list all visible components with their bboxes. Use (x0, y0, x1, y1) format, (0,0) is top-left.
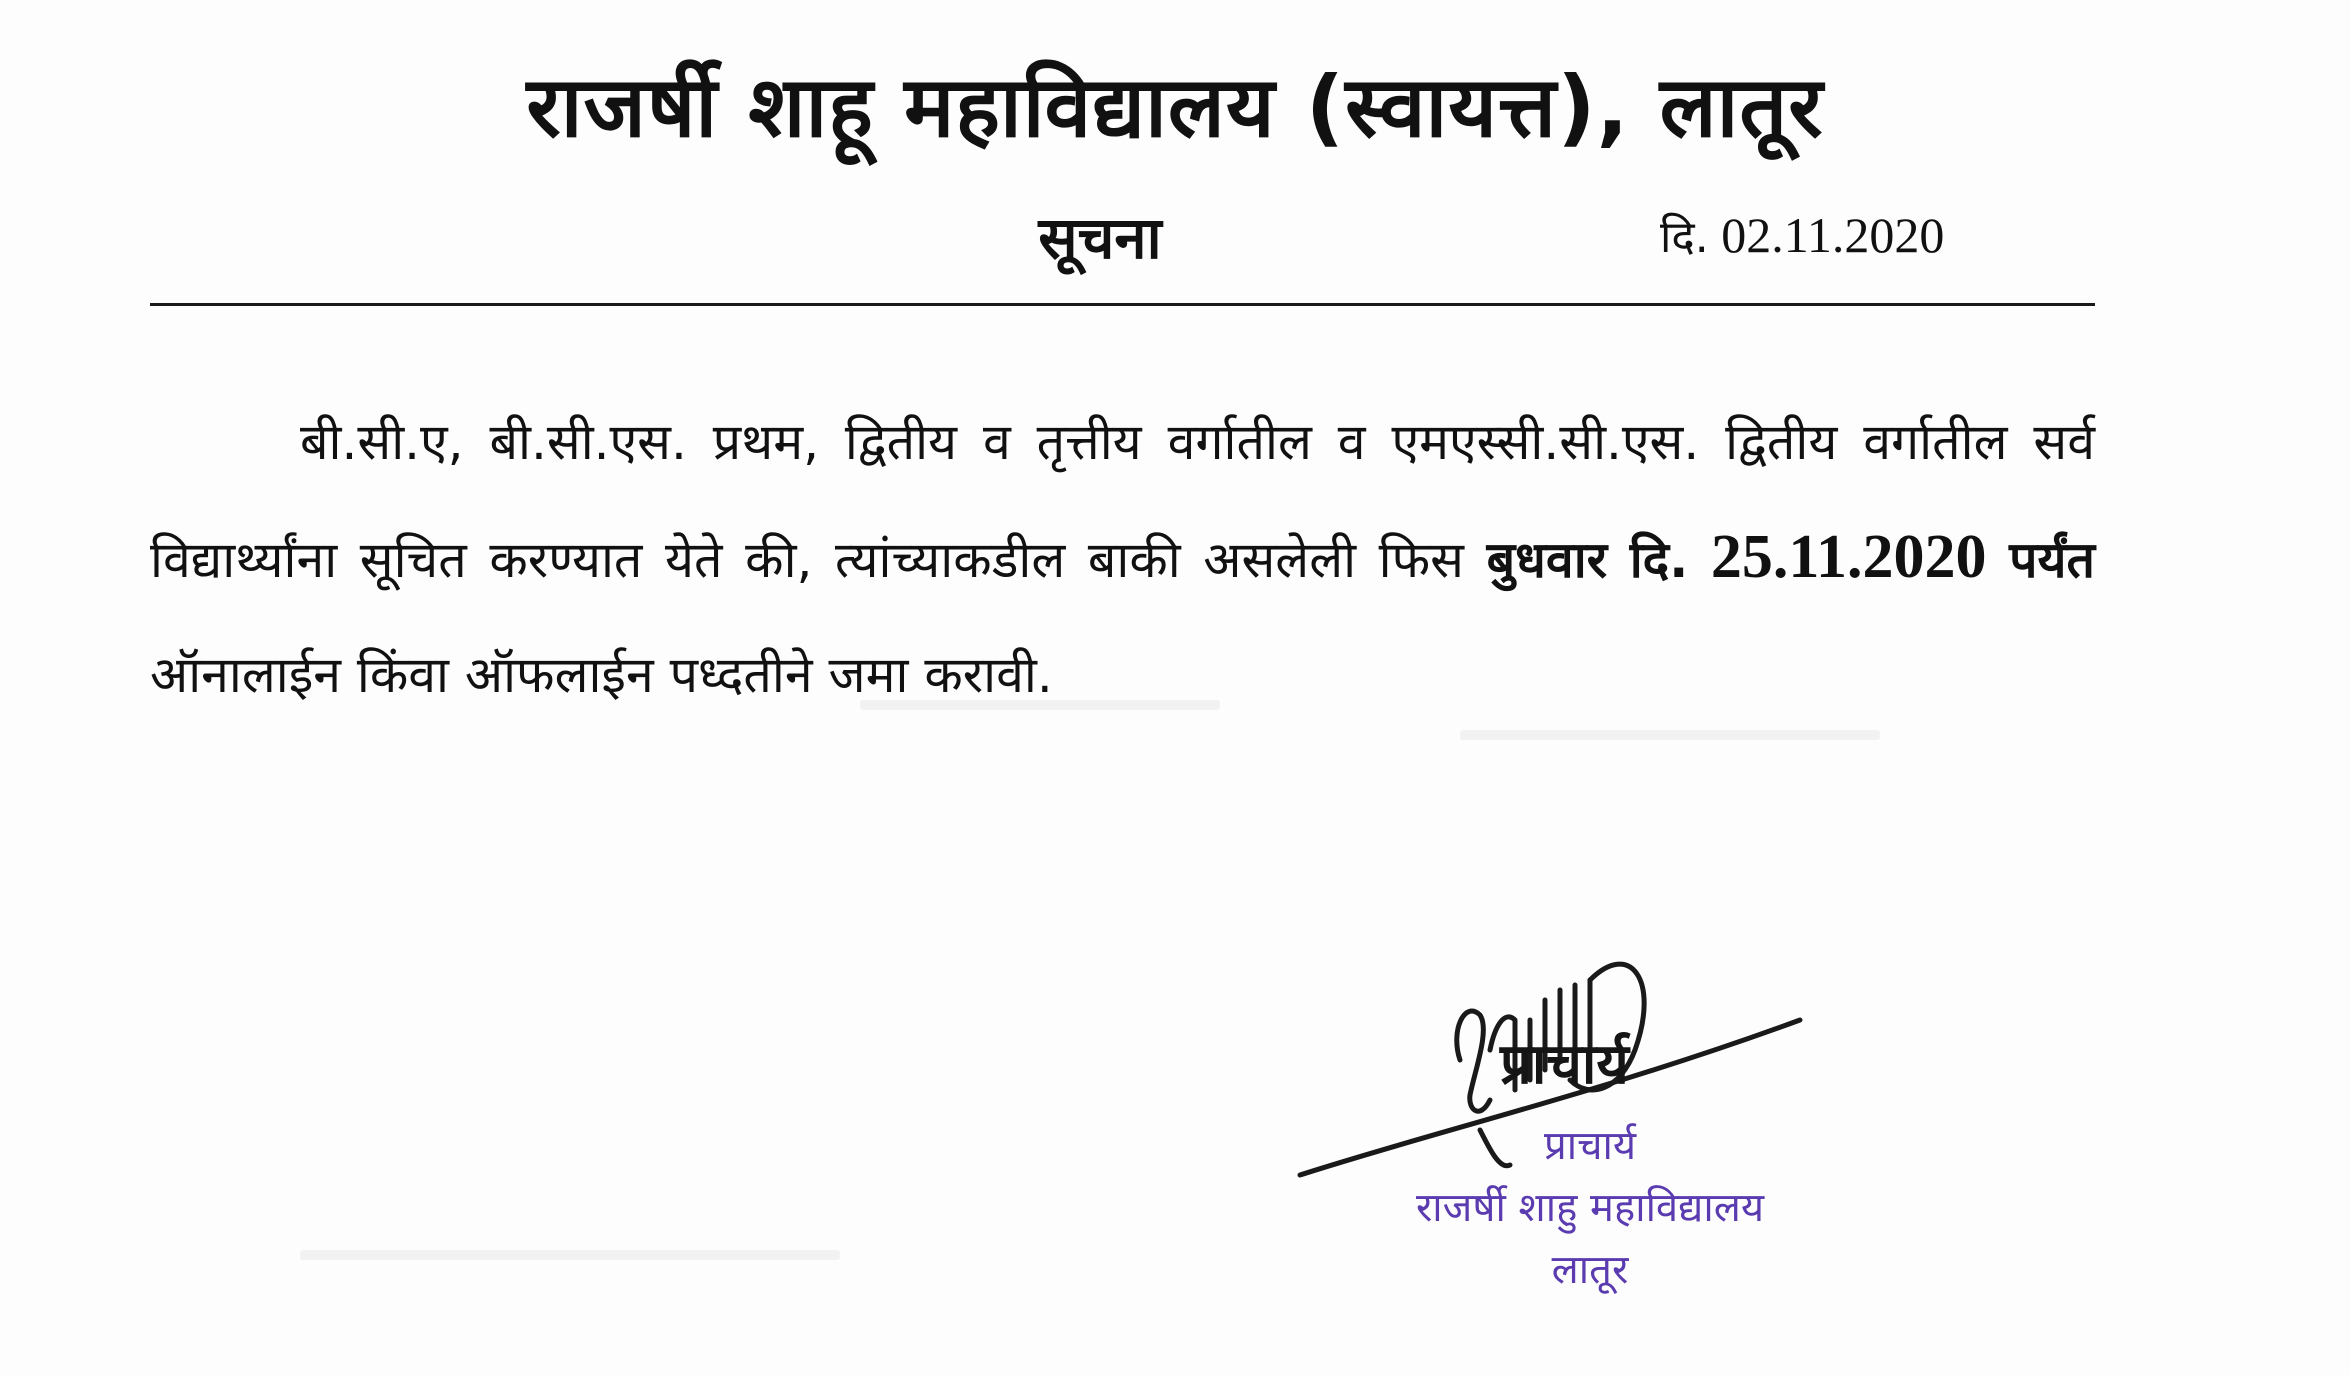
notice-text-part2: ऑनालाईन किंवा ऑफलाईन पध्दतीने जमा करावी. (150, 646, 1053, 704)
stamp-city: लातूर (1551, 1247, 1629, 1293)
college-stamp (1380, 1115, 1800, 1301)
date-value: 02.11.2020 (1721, 207, 1945, 263)
date-prefix: दि. (1660, 212, 1709, 263)
stamp-designation: प्राचार्य (1543, 1123, 1637, 1169)
stamp-college-name: राजर्षी शाहु महाविद्यालय (1415, 1185, 1765, 1231)
paper-show-through (300, 1250, 840, 1260)
notice-body (150, 385, 2095, 733)
deadline-prefix: दि. (1629, 531, 1689, 589)
notice-heading: सूचना (1038, 204, 1162, 272)
notice-date (1660, 200, 1944, 273)
header-divider (150, 303, 2095, 306)
notice-text-part1: बी.सी.ए, बी.सी.एस. प्रथम, द्वितीय व तृत्तीय वर्गातील व एमएस्सी.सी.एस. द्वितीय वर्गातील सर्व विद्यार्थ्यांना सूचित करण्यात येते की, त्यांच्याकडील बाकी असलेली फिस (150, 413, 2095, 589)
signature-stroke (1457, 1011, 1490, 1111)
deadline-suffix: पर्यंत (2009, 531, 2095, 589)
deadline-date: 25.11.2020 (1710, 523, 1987, 591)
college-title: राजर्षी शाहू महाविद्यालय (स्वायत्त), लातूर (526, 58, 1824, 156)
signature-designation: प्राचार्य (1500, 1032, 1629, 1097)
deadline-day: बुधवार (1486, 531, 1608, 589)
